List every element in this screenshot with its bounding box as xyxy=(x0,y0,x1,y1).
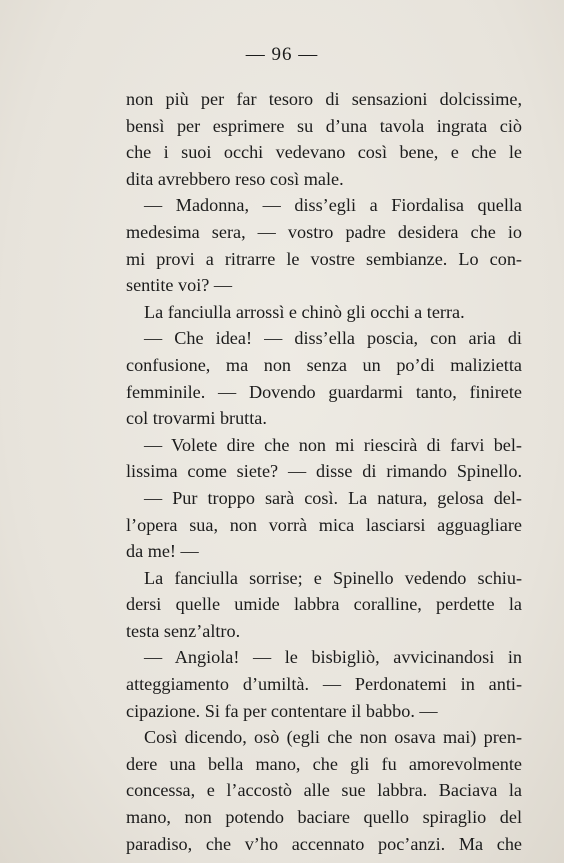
text-line: non più per far tesoro di sensazioni dolcissime, xyxy=(126,89,522,109)
text-line: mi provi a ritrarre le vostre sembianze. Lo con- xyxy=(126,248,522,269)
text-line: l’opera sua, non vorrà mica lasciarsi agguagliare xyxy=(126,514,522,535)
text-line: Così dicendo, osò (egli che non osava mai) pren- xyxy=(144,727,522,748)
body-text xyxy=(126,86,522,857)
text-line: atteggiamento d’umiltà. — Perdonatemi in anti- xyxy=(126,674,522,695)
text-line: che i suoi occhi vedevano così bene, e che le xyxy=(126,142,522,163)
text-line: lissima come siete? — disse di rimando Spinello. xyxy=(126,461,522,482)
text-line: testa senz’altro. xyxy=(126,620,241,641)
text-line: — Madonna, — diss’egli a Fiordalisa quella xyxy=(144,195,522,216)
text-line: cipazione. Si fa per contentare il babbo. — xyxy=(126,700,438,721)
text-line: col trovarmi brutta. xyxy=(126,408,267,429)
text-line: confusione, ma non senza un po’di malizietta xyxy=(126,354,522,375)
text-line: medesima sera, — vostro padre desidera che io xyxy=(126,221,522,242)
page-number: — 96 — xyxy=(245,44,319,65)
text-line: La fanciulla sorrise; e Spinello vedendo schiu- xyxy=(144,567,522,588)
text-line: dere una bella mano, che gli fu amorevolmente xyxy=(126,753,522,774)
text-line: mano, non potendo baciare quello spiraglio del xyxy=(126,807,522,828)
text-line: dita avrebbero reso così male. xyxy=(126,168,344,189)
text-line: dersi quelle umide labbra coralline, perdette la xyxy=(126,594,522,615)
text-line: bensì per esprimere su d’una tavola ingrata ciò xyxy=(126,115,522,136)
text-line: da me! — xyxy=(126,541,199,562)
text-line: La fanciulla arrossì e chinò gli occhi a terra. xyxy=(144,301,465,322)
text-line: — Angiola! — le bisbigliò, avvicinandosi in xyxy=(144,647,522,668)
text-line: sentite voi? — xyxy=(126,275,233,296)
text-line: — Volete dire che non mi riescirà di farvi bel- xyxy=(144,434,522,455)
text-line: femminile. — Dovendo guardarmi tanto, finirete xyxy=(126,381,522,402)
text-line: — Pur troppo sarà così. La natura, gelosa del- xyxy=(144,487,522,508)
text-line: — Che idea! — diss’ella poscia, con aria di xyxy=(144,328,522,349)
text-line: concessa, e l’accostò alle sue labbra. Baciava la xyxy=(126,780,522,801)
text-line: paradiso, che v’ho accennato poc’anzi. Ma che xyxy=(126,833,522,854)
